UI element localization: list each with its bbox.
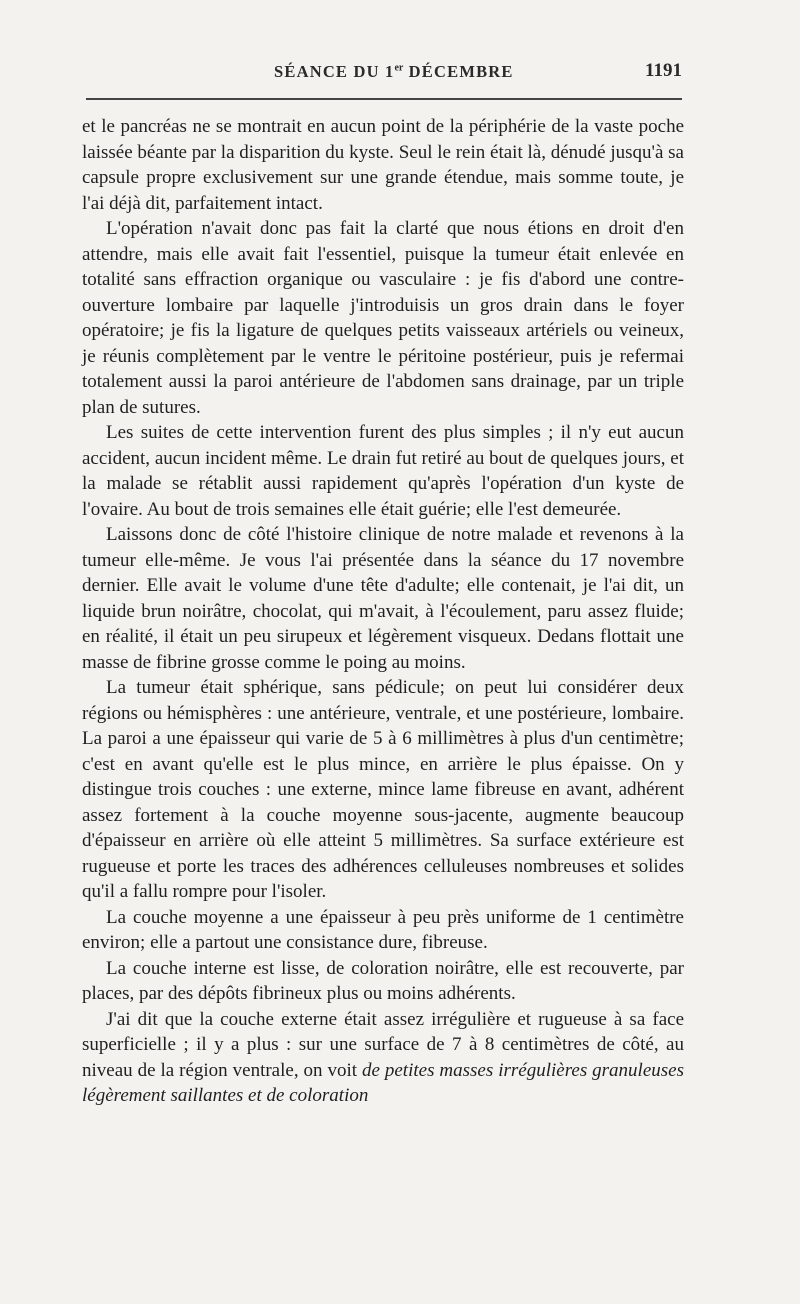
paragraph-8 — [82, 1007, 684, 1109]
header-rule — [86, 98, 682, 100]
running-header — [84, 58, 684, 88]
paragraph-1: et le pancréas ne se montrait en aucun point de la périphérie de la vaste poche laissée béante par la disparition du kyste. Seul le rein était là, dénudé jusqu'à sa capsule propre exclusivement sur une grande étendue, mais somme toute, je l'ai déjà dit, parfaitement intact. — [82, 116, 684, 214]
page-number: 1191 — [645, 60, 682, 81]
paragraph-5: La tumeur était sphérique, sans pédicule; on peut lui considérer deux régions ou hémisphères : une antérieure, ventrale, et une postérieure, lombaire. La paroi a une épaisseur qui varie de 5 à 6 millimètres à plus d'un centimètre; c'est en avant qu'elle est le plus mince, en arrière le plus épaisse. On y distingue trois couches : une externe, mince lame fibreuse en avant, adhérent assez fortement à la couche moyenne sous-jacente, augmente beaucoup d'épaisseur en arrière où elle atteint 5 millimètres. Sa surface extérieure est rugueuse et porte les traces des adhérences celluleuses nombreuses et solides qu'il a fallu rompre pour l'isoler. — [82, 677, 684, 902]
paragraph-7: La couche interne est lisse, de coloration noirâtre, elle est recouverte, par places, par des dépôts fibrineux plus ou moins adhérents. — [82, 957, 684, 1004]
title-sup: er — [394, 62, 404, 74]
paragraph-8-text: J'ai dit que la couche externe était assez irrégulière et rugueuse à sa face superficielle ; il y a plus : sur une surface de 7 à 8 centimètres de côté, au niveau de la région ventrale, on voit — [82, 1008, 684, 1081]
running-title — [274, 62, 514, 82]
paragraph-8-italic: de petites masses irrégulières granuleuses légèrement saillantes et de coloration — [82, 1059, 684, 1106]
paragraph-6: La couche moyenne a une épaisseur à peu près uniforme de 1 centimètre environ; elle a partout une consistance dure, fibreuse. — [82, 906, 684, 953]
title-prefix: SÉANCE DU 1 — [274, 62, 395, 81]
title-suffix: DÉCEMBRE — [403, 62, 514, 81]
paragraph-2: L'opération n'avait donc pas fait la clarté que nous étions en droit d'en attendre, mais elle avait fait l'essentiel, puisque la tumeur était enlevée en totalité sans effraction organique ou vasculaire : je fis d'abord une contre-ouverture lombaire par laquelle j'introduisis un gros drain dans le foyer opératoire; je fis la ligature de quelques petits vaisseaux artériels ou veineux, je réunis complètement par le ventre le péritoine postérieur, puis je refermai totalement aussi la paroi antérieure de l'abdomen sans drainage, par un triple plan de sutures. — [82, 218, 684, 418]
paragraph-4: Laissons donc de côté l'histoire clinique de notre malade et revenons à la tumeur elle-même. Je vous l'ai présentée dans la séance du 17 novembre dernier. Elle avait le volume d'une tête d'adulte; elle contenait, je l'ai dit, un liquide brun noirâtre, chocolat, qui m'avait, à l'écoulement, paru assez fluide; en réalité, il était un peu sirupeux et légèrement visqueux. Dedans flottait une masse de fibrine grosse comme le poing au moins. — [82, 524, 684, 673]
paragraph-3: Les suites de cette intervention furent des plus simples ; il n'y eut aucun accident, aucun incident même. Le drain fut retiré au bout de quelques jours, et la malade se rétablit aussi rapidement qu'après l'opération d'un kyste de l'ovaire. Au bout de trois semaines elle était guérie; elle l'est demeurée. — [82, 422, 684, 520]
body-text — [82, 114, 684, 1109]
